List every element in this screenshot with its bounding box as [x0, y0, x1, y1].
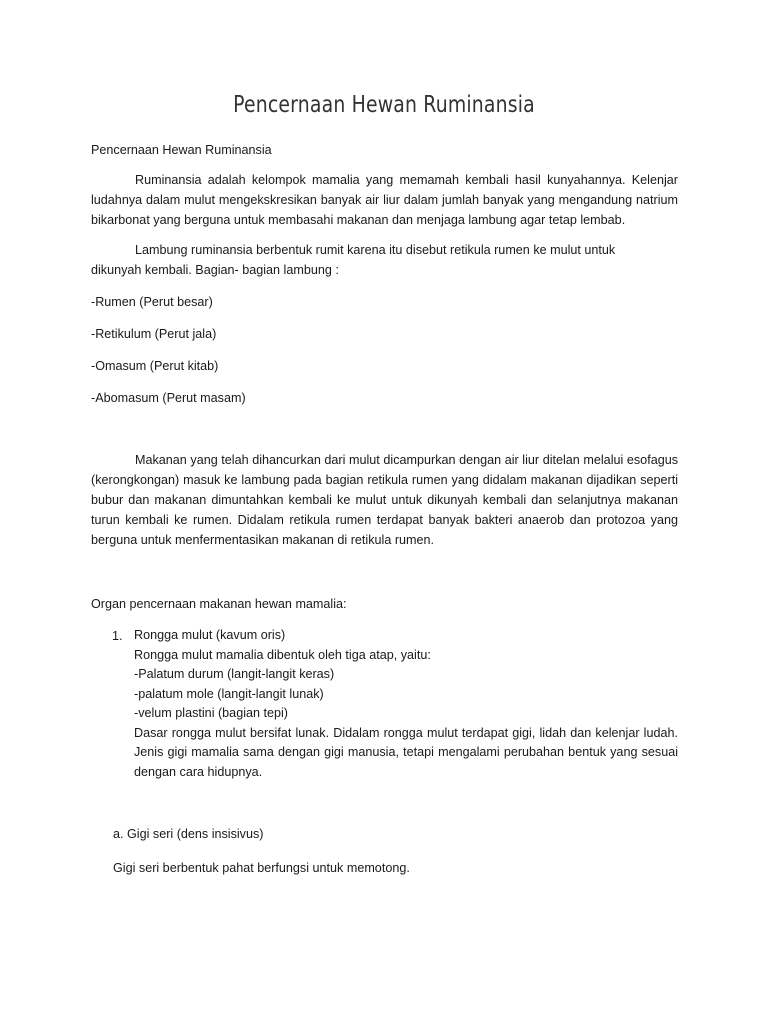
organ-heading: Organ pencernaan makanan hewan mamalia:: [91, 597, 347, 611]
list-number-1: 1.: [112, 629, 123, 643]
section-heading: Pencernaan Hewan Ruminansia: [91, 143, 272, 157]
paragraph-stomach-intro: Lambung ruminansia berbentuk rumit karena itu disebut retikula rumen ke mulut untuk dikunyah kembali. Bagian- bagian lambung :: [91, 243, 616, 277]
gigi-seri-text: Gigi seri berbentuk pahat berfungsi untuk memotong.: [113, 861, 410, 875]
rongga-mulut-intro: Rongga mulut mamalia dibentuk oleh tiga atap, yaitu:: [134, 647, 431, 662]
sub-heading-gigi-seri: a. Gigi seri (dens insisivus): [113, 827, 264, 841]
list-item-rongga-mulut: [134, 626, 678, 782]
document-title: Pencernaan Hewan Ruminansia: [233, 92, 535, 118]
list-item-abomasum: -Abomasum (Perut masam): [91, 391, 246, 405]
list-item-omasum: -Omasum (Perut kitab): [91, 359, 219, 373]
rongga-mulut-title: Rongga mulut (kavum oris): [134, 628, 286, 642]
list-item-rumen: -Rumen (Perut besar): [91, 295, 213, 309]
paragraph-ruminansia-definition: Ruminansia adalah kelompok mamalia yang memamah kembali hasil kunyahannya. Kelenjar ludahnya dalam mulut mengekskresikan banyak air liur dalam jumlah banyak yang mengandung natrium bikarbonat yang berguna untuk membasahi makanan dan menjaga lambung agar tetap lembab.: [91, 173, 678, 227]
roof-palatum-durum: -Palatum durum (langit-langit keras): [134, 667, 335, 681]
paragraph-digestion-process: Makanan yang telah dihancurkan dari mulut dicampurkan dengan air liur ditelan melalui esofagus (kerongkongan) masuk ke lambung pada bagian retikula rumen yang didalam makanan dijadikan seperti bubur dan makanan dimuntahkan kembali ke mulut untuk dikunyah kembali dan selanjutnya makanan turun kembali ke rumen. Didalam retikula rumen terdapat banyak bakteri anaerob dan protozoa yang berguna untuk menfermentasikan makanan di retikula rumen.: [91, 453, 678, 547]
roof-palatum-mole: -palatum mole (langit-langit lunak): [134, 686, 324, 701]
list-item-retikulum: -Retikulum (Perut jala): [91, 327, 217, 341]
roof-velum-plastini: -velum plastini (bagian tepi): [134, 706, 288, 720]
rongga-mulut-description: Dasar rongga mulut bersifat lunak. Didalam rongga mulut terdapat gigi, lidah dan kelenjar ludah. Jenis gigi mamalia sama dengan gigi manusia, tetapi mengalami perubahan bentuk yang sesuai dengan cara hidupnya.: [134, 725, 678, 779]
